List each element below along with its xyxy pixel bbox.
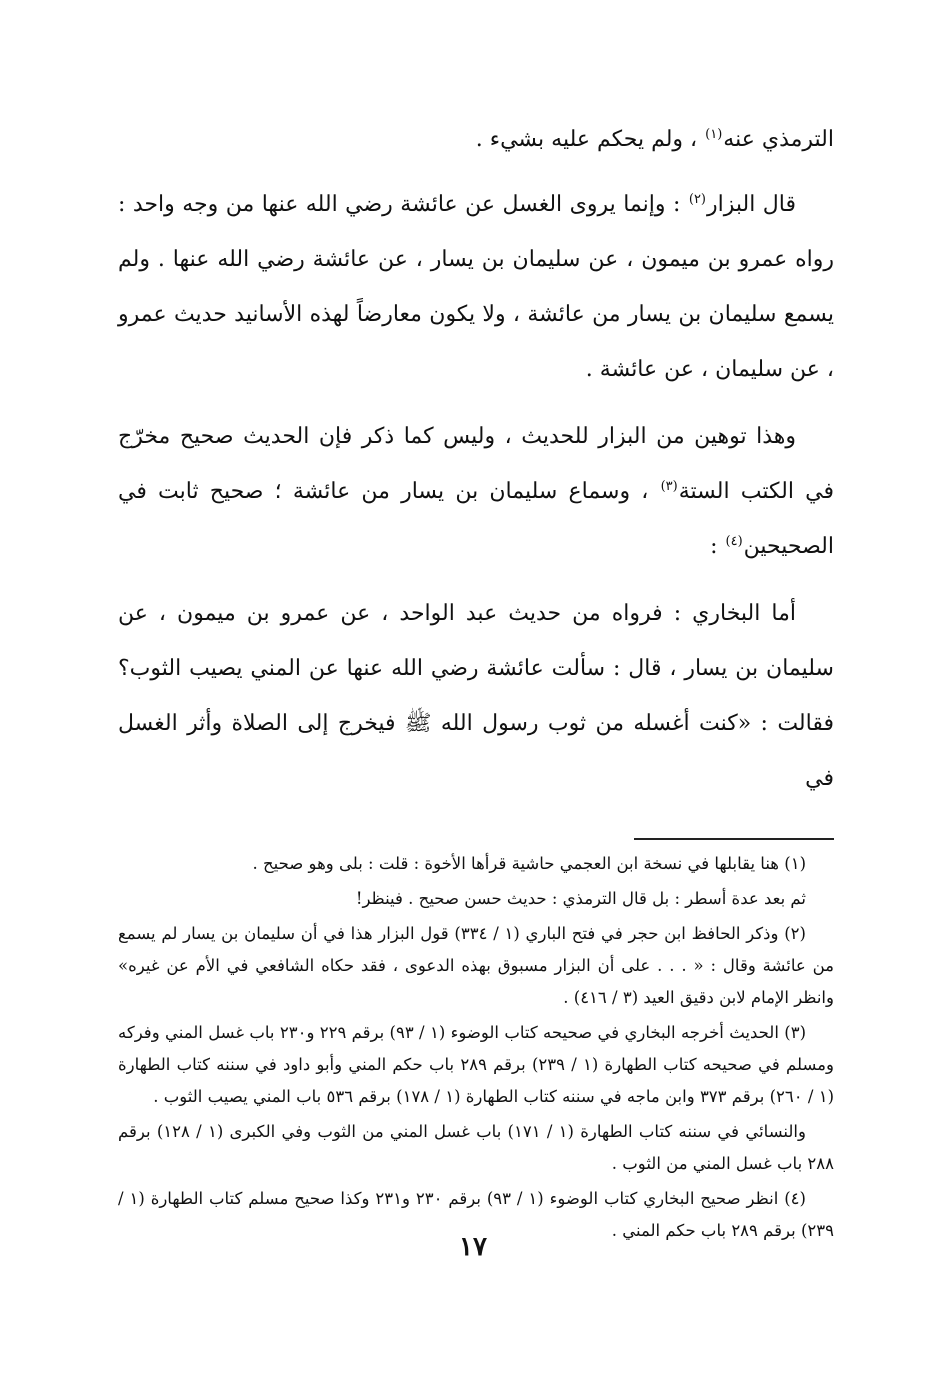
paragraph-text: : (710, 534, 725, 559)
main-text (118, 112, 834, 806)
footnote-2: (٢) وذكر الحافظ ابن حجر في فتح الباري (١ / ٣٣٤) قول البزار هذا في أن سليمان بن يسار لم يسمع من عائشة وقال : « . . . على أن البزار مسبوق بهذه الدعوى ، فقد حكاه الشافعي في الأم عن غيره» وانظر الإمام لابن دقيق العيد (٣ / ٤١٦) . (118, 924, 834, 1007)
footnote-4: (٤) انظر صحيح البخاري كتاب الوضوء (١ / ٩٣) برقم ٢٣٠ و٢٣١ وكذا صحيح مسلم كتاب الطهارة (١ / ٢٣٩) برقم ٢٨٩ باب حكم المني . (118, 1189, 834, 1240)
paragraph-text: ، ولم يحكم عليه بشيء . (475, 127, 705, 152)
paragraph-text: : وإنما يروى الغسل عن عائشة رضي الله عنها من وجه واحد : رواه عمرو بن ميمون ، عن سليمان بن يسار ، عن عائشة رضي الله عنها . ولم يسمع سليمان بن يسار من عائشة ، ولا يكون معارضاً لهذه الأسانيد حديث عمرو ، عن سليمان ، عن عائشة . (118, 192, 834, 382)
page-number: ١٧ (459, 1232, 487, 1262)
paragraph-text: قال البزار (707, 192, 797, 217)
footnote-1-continued: ثم بعد عدة أسطر : بل قال الترمذي : حديث حسن صحيح . فينظر! (355, 889, 806, 908)
paragraph-3 (118, 409, 834, 574)
footnote-3-continued: والنسائي في سننه كتاب الطهارة (١ / ١٧١) باب غسل المني من الثوب وفي الكبرى (١ / ١٢٨) برقم ٢٨٨ باب غسل المني من الثوب . (118, 1122, 834, 1173)
paragraph-4 (118, 586, 834, 806)
paragraph-2 (118, 177, 834, 397)
footnote-3: (٣) الحديث أخرجه البخاري في صحيحه كتاب الوضوء (١ / ٩٣) برقم ٢٢٩ و٢٣٠ باب غسل المني وفركه ومسلم في صحيحه كتاب الطهارة (١ / ٢٣٩) برقم ٢٨٩ باب حكم المني وأبو داود في سننه كتاب الطهارة (١ / ٢٦٠) برقم ٣٧٣ وابن ماجه في سننه كتاب الطهارة (١ / ١٧٨) برقم ٥٣٦ باب المني يصيب الثوب . (118, 1023, 834, 1106)
page-content (118, 112, 834, 1250)
paragraph-text: الترمذي عنه (723, 127, 834, 152)
paragraph-text: أما البخاري : فرواه من حديث عبد الواحد ، عن عمرو بن ميمون ، عن سليمان بن يسار ، قال : سألت عائشة رضي الله عنها عن المني يصيب الثوب؟ فقالت : «كنت أغسله من ثوب رسول الله ﷺ فيخرج إلى الصلاة وأثر الغسل في (118, 601, 834, 791)
footnote-ref-2: (٢) (688, 191, 706, 207)
footnote-divider (634, 838, 834, 840)
footnote-1: (١) هنا يقابلها في نسخة ابن العجمي حاشية قرأها الأخوة : قلت : بلى وهو صحيح . (252, 854, 806, 873)
footnotes (118, 848, 834, 1247)
paragraph-text: ، وسماع سليمان بن يسار من عائشة ؛ صحيح ثابت في الصحيحين (118, 479, 834, 559)
paragraph-text: وهذا توهين من البزار للحديث ، وليس كما ذكر فإن الحديث صحيح مخرّج في الكتب الستة (118, 424, 834, 504)
footnote-ref-4: (٤) (725, 533, 743, 549)
footnote-ref-3: (٣) (660, 478, 678, 494)
footnote-ref-1: (١) (705, 126, 723, 142)
paragraph-1 (118, 112, 834, 167)
